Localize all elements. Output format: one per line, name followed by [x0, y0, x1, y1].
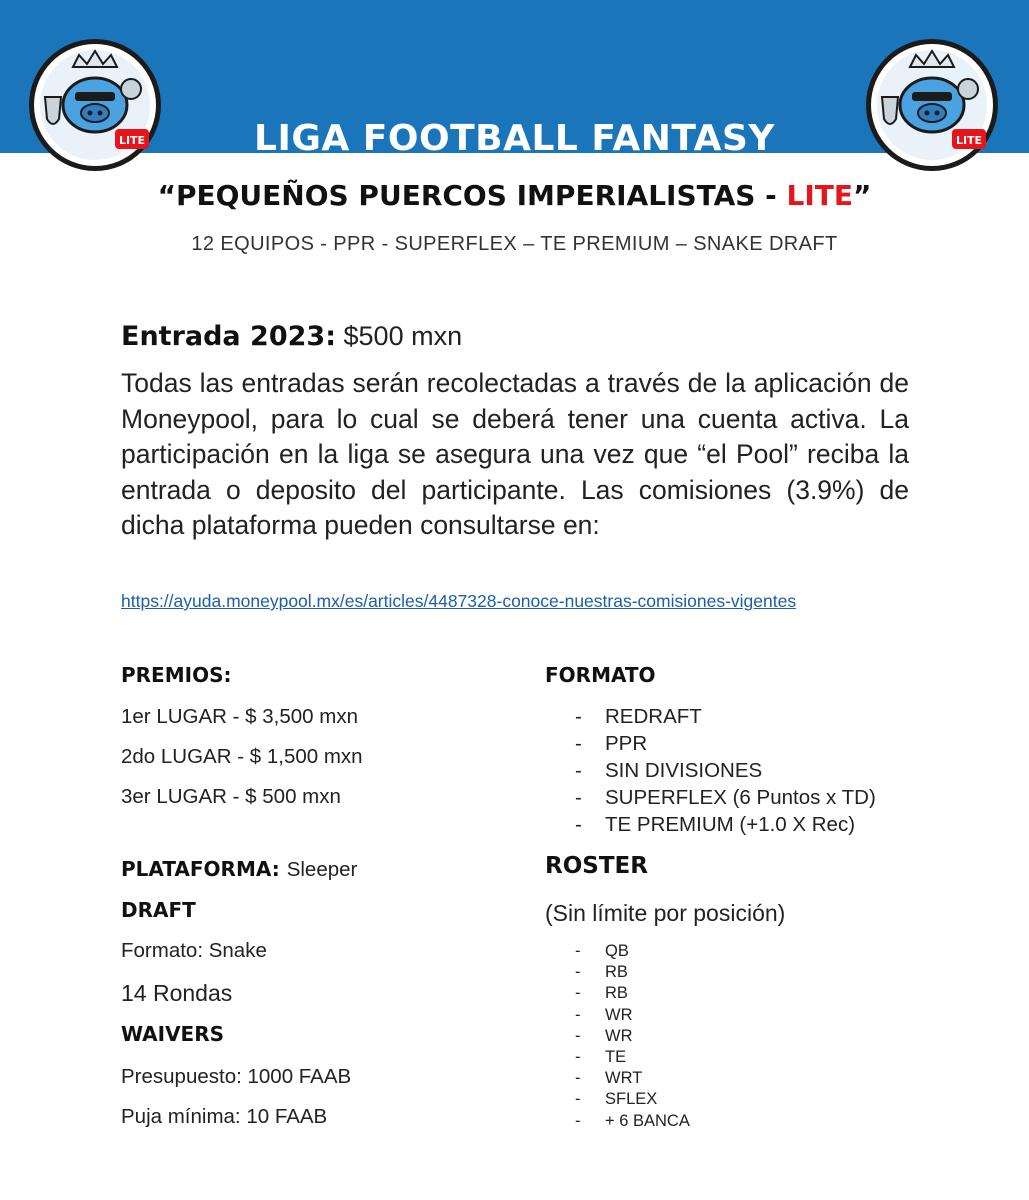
list-dash: -: [575, 942, 581, 960]
roster-note: (Sin límite por posición): [545, 900, 786, 926]
league-name-lite: LITE: [786, 179, 854, 212]
premios-heading: PREMIOS:: [121, 663, 232, 687]
list-item: [545, 941, 690, 962]
list-item: [545, 1111, 690, 1132]
list-item: [545, 1047, 690, 1068]
roster-item: RB: [605, 984, 628, 1003]
roster-item: TE: [605, 1048, 627, 1067]
roster-heading: ROSTER: [545, 853, 648, 879]
list-dash: -: [575, 1005, 581, 1024]
list-item: [545, 784, 876, 811]
list-item: [545, 730, 876, 757]
list-item: [545, 1068, 690, 1089]
entry-fee-value: $500 mxn: [343, 321, 463, 351]
list-item: [545, 811, 876, 838]
formato-item: REDRAFT: [605, 705, 702, 728]
formato-item: TE PREMIUM (+1.0 X Rec): [605, 813, 856, 836]
draft-heading: DRAFT: [121, 898, 196, 922]
league-tagline: 12 EQUIPOS - PPR - SUPERFLEX – TE PREMIUM – SNAKE DRAFT: [191, 233, 838, 255]
list-dash: -: [575, 1069, 581, 1088]
list-dash: -: [575, 705, 582, 728]
roster-item: WR: [605, 1026, 633, 1045]
formato-item: SUPERFLEX (6 Puntos x TD): [605, 786, 876, 809]
waivers-puja: Puja mínima: 10 FAAB: [121, 1105, 328, 1128]
list-item: [545, 1089, 690, 1110]
draft-formato: Formato: Snake: [121, 939, 267, 962]
list-item: [545, 962, 690, 983]
list-item: [545, 983, 690, 1004]
plataforma-label: PLATAFORMA:: [121, 857, 280, 881]
premio-2: 2do LUGAR - $ 1,500 mxn: [121, 745, 363, 768]
list-dash: -: [575, 732, 582, 755]
list-dash: -: [575, 1048, 581, 1067]
roster-item: + 6 BANCA: [605, 1111, 690, 1130]
list-dash: -: [575, 1026, 581, 1045]
logo-badge-text: LITE: [118, 134, 146, 147]
roster-item: SFLEX: [605, 1090, 658, 1109]
roster-item: WR: [605, 1005, 633, 1024]
plataforma-value: Sleeper: [286, 858, 358, 881]
logo-badge-text: LITE: [955, 134, 983, 147]
roster-list: [545, 941, 690, 1132]
league-name-part2: ”: [853, 179, 872, 212]
entry-description: Todas las entradas serán recolectadas a través de la aplicación de Moneypool, para lo cual se deberá tener una cuenta activa. La participación en la liga se asegura una vez que “el Pool” reciba la entrada o deposito del participante. Las comisiones (3.9%) de dicha plataforma pueden consultarse en:: [121, 368, 909, 540]
list-item: [545, 1005, 690, 1026]
roster-item: QB: [605, 942, 629, 960]
premio-3: 3er LUGAR - $ 500 mxn: [121, 785, 341, 808]
formato-list: [545, 703, 876, 838]
list-dash: -: [575, 984, 581, 1003]
plataforma: [121, 856, 357, 883]
formato-item: PPR: [605, 732, 648, 755]
banner-title: LIGA FOOTBALL FANTASY: [254, 118, 775, 153]
list-dash: -: [575, 963, 581, 982]
moneypool-fees-link[interactable]: https://ayuda.moneypool.mx/es/articles/4487328-conoce-nuestras-comisiones-vigentes: [121, 591, 797, 611]
roster-item: WRT: [605, 1069, 643, 1088]
list-item: [545, 703, 876, 730]
draft-rondas: 14 Rondas: [121, 980, 233, 1006]
formato-heading: FORMATO: [545, 663, 656, 687]
entry-fee-label: Entrada 2023:: [121, 321, 336, 352]
league-name: [0, 176, 1029, 216]
list-dash: -: [575, 786, 582, 809]
entry-fee: [121, 318, 462, 355]
league-name-part1: “PEQUEÑOS PUERCOS IMPERIALISTAS -: [157, 179, 787, 212]
waivers-presupuesto: Presupuesto: 1000 FAAB: [121, 1065, 352, 1088]
league-logo-left: [27, 37, 163, 173]
league-logo-right: [864, 37, 1000, 173]
list-item: [545, 1026, 690, 1047]
premio-1: 1er LUGAR - $ 3,500 mxn: [121, 705, 358, 728]
list-dash: -: [575, 813, 582, 836]
list-dash: -: [575, 1090, 581, 1109]
formato-item: SIN DIVISIONES: [605, 759, 763, 782]
list-dash: -: [575, 1111, 581, 1130]
list-item: [545, 757, 876, 784]
roster-item: RB: [605, 963, 628, 982]
list-dash: -: [575, 759, 582, 782]
waivers-heading: WAIVERS: [121, 1022, 225, 1046]
